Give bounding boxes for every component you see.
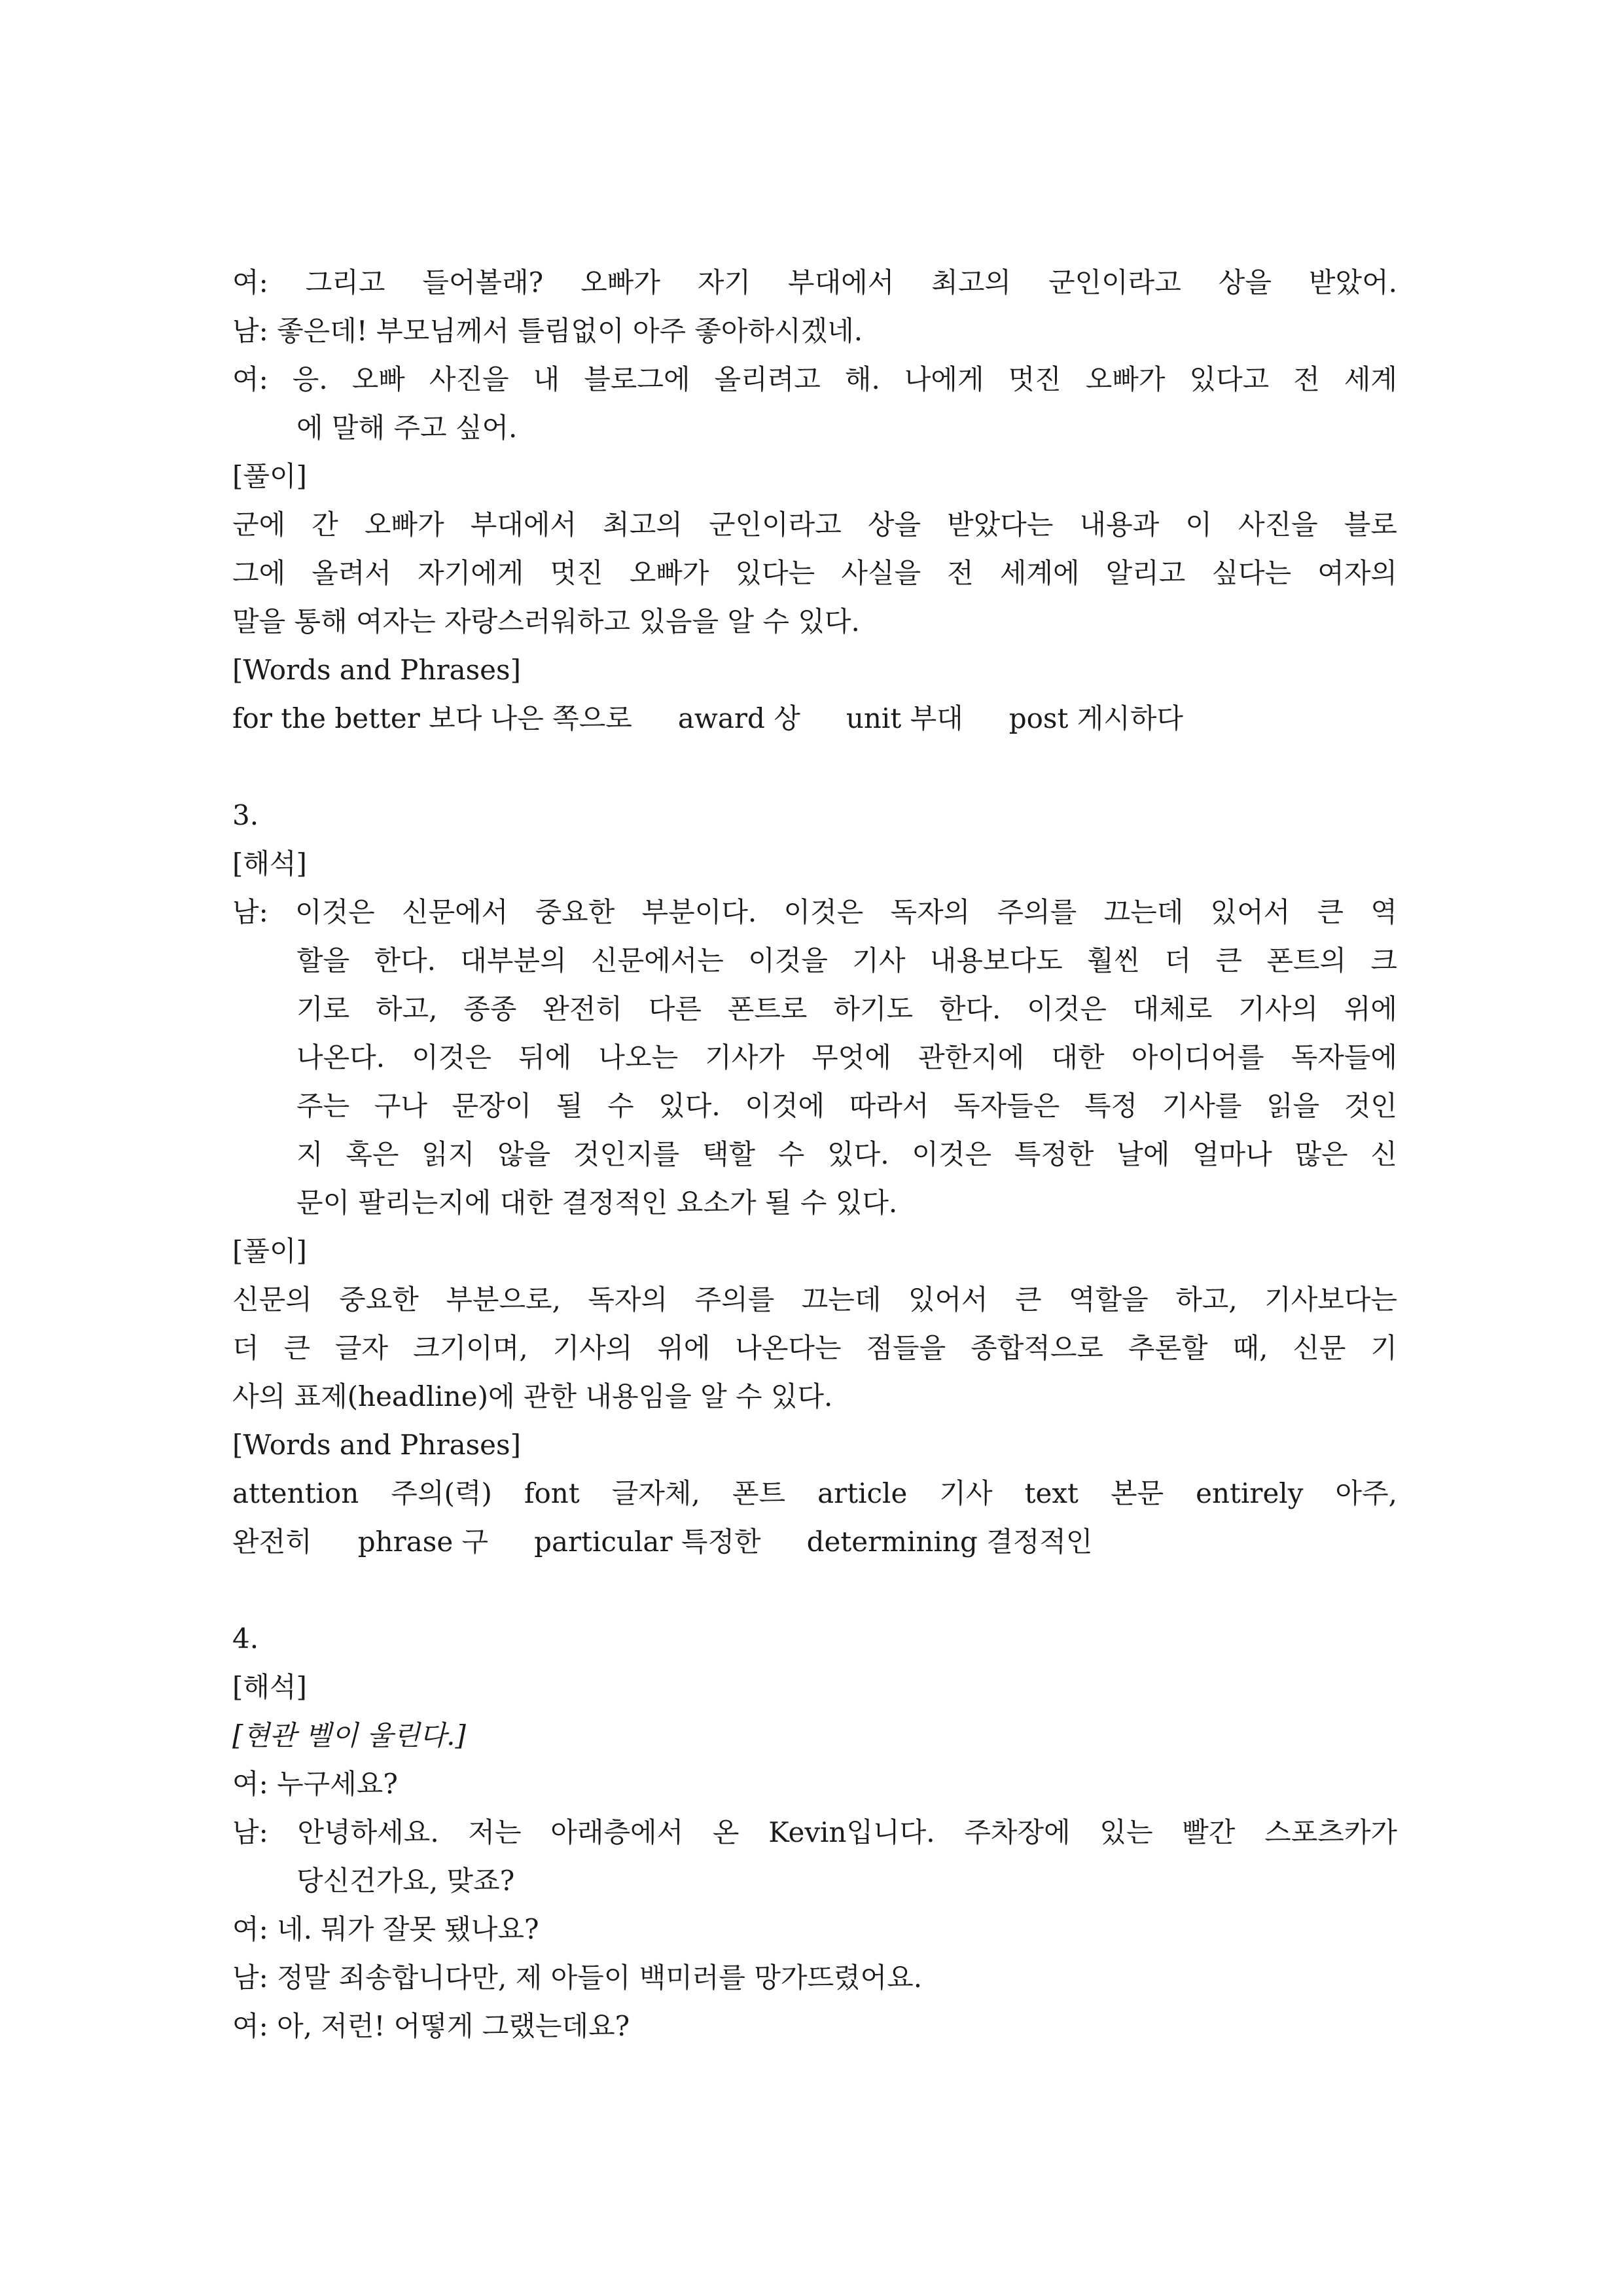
- explanation-line: 사의 표제(headline)에 관한 내용임을 알 수 있다.: [232, 1380, 833, 1412]
- dialogue-line: 남: 이것은 신문에서 중요한 부분이다. 이것은 독자의 주의를 끄는데 있어서 큰 역: [232, 896, 1397, 928]
- word-item: attention 주의(력): [232, 1477, 492, 1509]
- dialogue-line-continued: 에 말해 주고 싶어.: [296, 412, 518, 444]
- explanation-line: 군에 간 오빠가 부대에서 최고의 군인이라고 상을 받았다는 내용과 이 사진을 블로: [232, 509, 1397, 541]
- dialogue-line: 여: 누구세요?: [232, 1768, 398, 1800]
- words-label: [Words and Phrases]: [232, 1429, 521, 1461]
- word-item: particular 특정한: [534, 1526, 761, 1558]
- dialogue-line-continued: 지 혹은 읽지 않을 것인지를 택할 수 있다. 이것은 특정한 날에 얼마나 많은 신: [296, 1138, 1397, 1170]
- dialogue-line: 여: 그리고 들어볼래? 오빠가 자기 부대에서 최고의 군인이라고 상을 받았어.: [232, 266, 1397, 298]
- dialogue-line-continued: 당신건가요, 맞죠?: [296, 1865, 515, 1897]
- dialogue-line: 남: 안녕하세요. 저는 아래층에서 온 Kevin입니다. 주차장에 있는 빨간 스포츠카가: [232, 1816, 1397, 1848]
- word-item: entirely 아주,: [1196, 1477, 1398, 1509]
- explanation-label: [풀이]: [232, 460, 307, 492]
- dialogue-line-continued: 할을 한다. 대부분의 신문에서는 이것을 기사 내용보다도 훨씬 더 큰 폰트의 크: [296, 944, 1397, 977]
- dialogue-line-continued: 주는 구나 문장이 될 수 있다. 이것에 따라서 독자들은 특정 기사를 읽을 것인: [296, 1090, 1397, 1122]
- explanation-line: 그에 올려서 자기에게 멋진 오빠가 있다는 사실을 전 세계에 알리고 싶다는 여자의: [232, 557, 1397, 589]
- dialogue-line-continued: 나온다. 이것은 뒤에 나오는 기사가 무엇에 관한지에 대한 아이디어를 독자들에: [296, 1041, 1397, 1073]
- words-list-row: [232, 1518, 1397, 1566]
- word-item: post 게시하다: [1008, 702, 1183, 734]
- document-page: [232, 259, 1397, 2051]
- dialogue-line: 여: 아, 저런! 어떻게 그랬는데요?: [232, 2010, 630, 2042]
- translation-label: [해석]: [232, 848, 307, 880]
- words-list: [232, 694, 1397, 743]
- explanation-line: 더 큰 글자 크기이며, 기사의 위에 나온다는 점들을 종합적으로 추론할 때, 신문 기: [232, 1332, 1397, 1364]
- dialogue-line: 남: 좋은데! 부모님께서 틀림없이 아주 좋아하시겠네.: [232, 315, 863, 347]
- words-list-row: [232, 1469, 1397, 1518]
- words-label: [Words and Phrases]: [232, 654, 521, 686]
- stage-direction: [현관 벨이 울린다.]: [232, 1719, 466, 1751]
- word-item: unit 부대: [846, 702, 963, 734]
- translation-label: [해석]: [232, 1671, 307, 1703]
- dialogue-line: 남: 정말 죄송합니다만, 제 아들이 백미러를 망가뜨렸어요.: [232, 1962, 923, 1994]
- dialogue-line: 여: 응. 오빠 사진을 내 블로그에 올리려고 해. 나에게 멋진 오빠가 있다고 전 세계: [232, 363, 1397, 395]
- explanation-line: 신문의 중요한 부분으로, 독자의 주의를 끄는데 있어서 큰 역할을 하고, 기사보다는: [232, 1283, 1397, 1316]
- explanation-line: 말을 통해 여자는 자랑스러워하고 있음을 알 수 있다.: [232, 605, 860, 637]
- dialogue-line-continued: 문이 팔리는지에 대한 결정적인 요소가 될 수 있다.: [296, 1187, 898, 1219]
- word-item: for the better 보다 나은 쪽으로: [232, 702, 632, 734]
- section-number: 3.: [232, 799, 259, 831]
- word-item: font 글자체, 폰트: [524, 1477, 786, 1509]
- section-number: 4.: [232, 1623, 259, 1655]
- word-item: determining 결정적인: [806, 1526, 1093, 1558]
- word-item: text 본문: [1024, 1477, 1164, 1509]
- explanation-label: [풀이]: [232, 1235, 307, 1267]
- word-item: phrase 구: [357, 1526, 489, 1558]
- dialogue-line: 여: 네. 뭐가 잘못 됐나요?: [232, 1913, 539, 1945]
- word-item: 완전히: [232, 1526, 312, 1558]
- word-item: award 상: [677, 702, 800, 734]
- dialogue-line-continued: 기로 하고, 종종 완전히 다른 폰트로 하기도 한다. 이것은 대체로 기사의 위에: [296, 993, 1397, 1025]
- word-item: article 기사: [817, 1477, 993, 1509]
